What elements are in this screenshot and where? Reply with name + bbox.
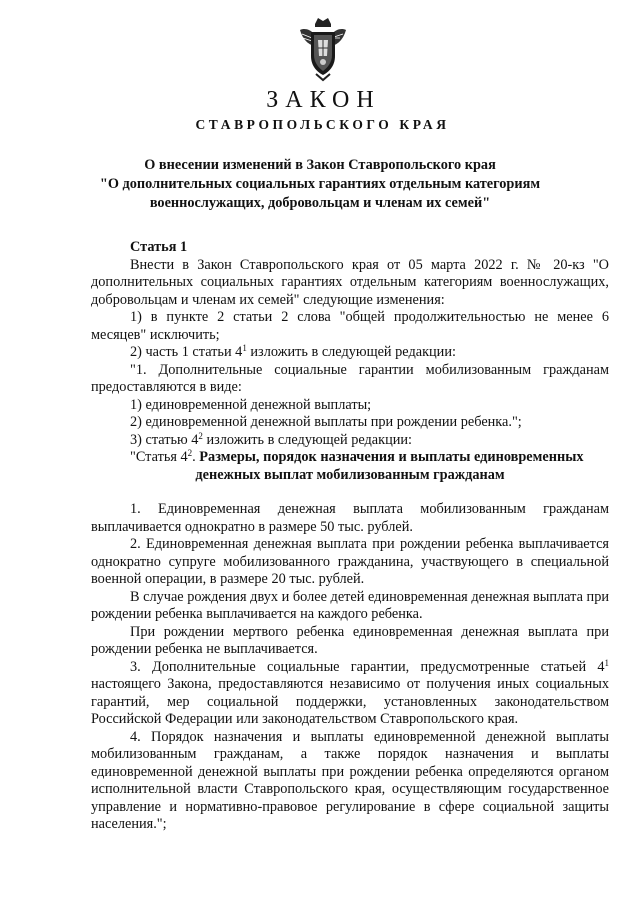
law-title: ЗАКОН: [266, 87, 381, 113]
quoted-item-a: 1) единовременной денежной выплаты;: [130, 396, 372, 413]
paragraph-2b: При рождении мертвого ребенка единовременная денежная выплата при рождении ребенка не выплачивается.: [91, 623, 609, 657]
law-body: [91, 239, 609, 834]
paragraph-2a: В случае рождения двух и более детей единовременная денежная выплата при рождении ребенка выплачивается на каждого ребенка.: [91, 588, 609, 622]
paragraph-4: 4. Порядок назначения и выплаты единовременной денежной выплаты мобилизованным гражданам, а также порядок назначения и выплаты единовременной денежной выплаты при рождении ребенка определяются органом исполнительной власти Ставропольского края, осуществляющим государственное управление и нормативно-правовое регулирование в сфере социальной защиты населения.";: [91, 728, 609, 832]
subject-line: О внесении изменений в Закон Ставропольского края: [144, 157, 496, 173]
quoted-part-1: "1. Дополнительные социальные гарантии мобилизованным гражданам предоставляются в виде:: [91, 361, 609, 395]
paragraph-2: 2. Единовременная денежная выплата при рождении ребенка выплачивается однократно супруге мобилизованного гражданина, участвующего в специальной военной операции, в размере 20 тыс. рублей.: [91, 536, 609, 587]
new-article-heading: "Статья $4^2$. Размеры, порядок назначения и выплаты единовременных: [130, 448, 584, 465]
new-article-heading-cont: денежных выплат мобилизованным гражданам: [195, 466, 505, 483]
article-intro: Внести в Закон Ставропольского края от 05 марта 2022 г. № 20-кз "О дополнительных социальных гарантиях отдельным категориям военнослужащих, добровольцам и членам их семей" следующие изменения:: [91, 256, 609, 308]
quoted-item-b: 2) единовременной денежной выплаты при рождении ребенка.";: [130, 414, 522, 430]
subject-line: военнослужащих, добровольцам и членам их семей": [149, 195, 491, 211]
amendment-item-2: 2) часть 1 статьи $4^1$ изложить в следующей редакции:: [130, 343, 456, 360]
amendment-item-3: 3) статью $4^2$ изложить в следующей редакции:: [130, 430, 413, 448]
paragraph-3: 3. Дополнительные социальные гарантии, предусмотренные статьей $4^1$ настоящего Закона, предоставляются независимо от получения иных социальных гарантий, мер социальной поддержки, установленных законодательством Российской Федерации или законодательством Ставропольского края.: [91, 657, 609, 727]
paragraph-1: 1. Единовременная денежная выплата мобилизованным гражданам выплачивается однократно в размере 50 тыс. рублей.: [91, 501, 609, 535]
law-region: СТАВРОПОЛЬСКОГО КРАЯ: [195, 117, 450, 132]
subject-line: "О дополнительных социальных гарантиях отдельным категориям: [99, 176, 541, 192]
law-subject: [60, 156, 580, 213]
amendment-item-1: 1) в пункте 2 статьи 2 слова "общей продолжительностью не менее 6 месяцев" исключить;: [91, 309, 609, 343]
article-heading: Статья 1: [130, 239, 188, 255]
stavropol-coat-of-arms-icon: [296, 16, 350, 82]
